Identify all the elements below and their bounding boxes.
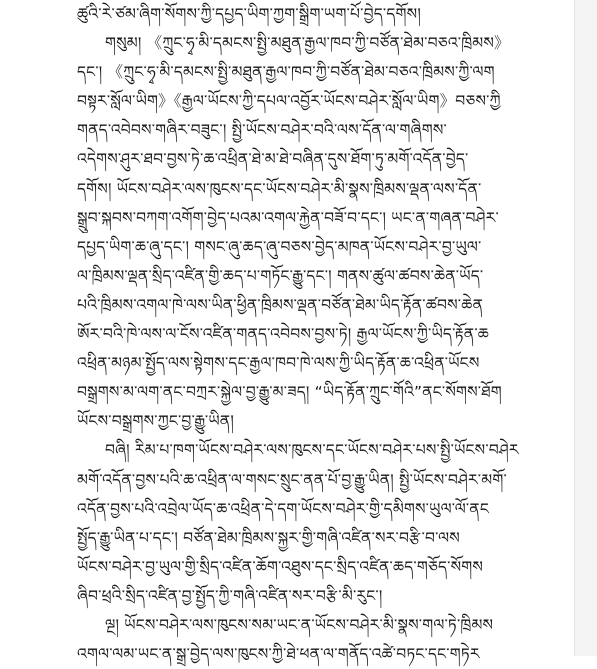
text-line: འགལ་ལམ་ཡང་ན་སྒྲ་བྱེད་ལས་ཁུངས་ཀྱི་ཐེ་ཕན་ལ་གནོད་འཚེ་བཏང་དང་གཏེར bbox=[77, 645, 480, 664]
text-line: ཡོངས་བཤེར་བྱ་ཡུལ་གྱི་སྲིད་འཛིན་ཆོག་འཐུས་དང་སྲིད་འཛིན་ཆད་གཅོད་སོགས bbox=[77, 557, 484, 576]
text-line: དཔྱད་ཡིག་ཆ་ཞུ་དང་། གསང་ཞུ་ཆད་ཞུ་བཅས་བྱེད་མཁན་ཡོངས་བཤེར་བྱ་ཡུལ་ bbox=[77, 237, 482, 256]
text-line: གནད་འབེབས་གཞིར་བཟུང་། སྤྱི་ཡོངས་བཤེར་བའི་ལས་དོན་ལ་གཞིགས་ bbox=[77, 121, 447, 140]
text-line: བཞི། རིམ་པ་ཁག་ཡོངས་བཤེར་ལས་ཁུངས་དང་ཡོངས་བཤེར་པས་སྤྱི་ཡོངས་བཤེར bbox=[105, 441, 519, 460]
text-line: ལ་ཁྲིམས་ལྡན་སྲིད་འཛིན་གྱི་ཆད་པ་གཏོང་རྒྱུ་དང་། གནས་ཚུལ་ཚབས་ཆེན་ཡོད་ bbox=[77, 266, 484, 285]
document-body bbox=[77, 0, 529, 669]
text-line: དང་། 《ཀྲུང་ཧྭ་མི་དམངས་སྤྱི་མཐུན་རྒྱལ་ཁབ་ཀྱི་བཙོན་ཐེམ་བཅའ་ཁྲིམས་ཀྱི་ལག bbox=[77, 63, 495, 82]
text-line: བསྒྲགས་མ་ལག་ནང་བཀྲར་སྐྱེལ་བྱ་རྒྱུ་མ་ཟད། “ཡིད་རྟོན་ཀྲུང་གོའི”ནང་སོགས་ཐོག bbox=[77, 383, 502, 402]
text-line: གསུམ། 《ཀྲུང་ཧྭ་མི་དམངས་སྤྱི་མཐུན་རྒྱལ་ཁབ་ཀྱི་བཙོན་ཐེམ་བཅའ་ཁྲིམས》 bbox=[105, 34, 510, 53]
text-line: སྒྲུབ་སྐབས་བཀག་འགོག་བྱེད་པའམ་འགལ་རྐྱེན་བཟོ་བ་དང་། ཡང་ན་གཞན་བཤེར་ bbox=[77, 208, 499, 227]
text-line: འདོན་བྱས་པའི་འབྲེལ་ཡོད་ཆ་འཕྲིན་དེ་དག་ཡོངས་བཤེར་གྱི་དམིགས་ཡུལ་ལོ་ནང bbox=[77, 499, 489, 518]
text-line: ཞིབ་ཕྲའི་སྲིད་འཛིན་བྱ་སྤྱོད་ཀྱི་གཞི་འཛིན་སར་བརྩི་མི་རུང་། bbox=[77, 586, 383, 605]
text-line: མགོ་འདོན་བྱས་པའི་ཆ་འཕྲིན་ལ་གསང་སྲུང་ནན་པོ་བྱ་རྒྱུ་ཡིན། སྤྱི་ཡོངས་བཤེར་མགོ་ bbox=[77, 470, 507, 489]
text-line: འཕྲིན་མཉམ་སྤྱོད་ལས་སྟེགས་དང་རྒྱལ་ཁབ་ཁེ་ལས་ཀྱི་ཡིད་རྟོན་ཆ་འཕྲིན་ཡོངས bbox=[77, 354, 480, 373]
text-line: ཚུའི་རེ་ཙམ་ཞིག་སོགས་ཀྱི་དཔྱད་ཡིག་ཀྱག་སྒྲིག་ཡག་པོ་བྱེད་དགོས། bbox=[77, 5, 421, 23]
text-line: སྤྱོད་རྒྱུ་ཡིན་པ་དང་། བཙོན་ཐེམ་ཁྲིམས་སྐྱར་གྱི་གཞི་འཛིན་སར་བརྩི་བ་ལས bbox=[77, 528, 460, 547]
text-line: དགོས། ཡོངས་བཤེར་ལས་ཁུངས་དང་ཡོངས་བཤེར་མི་སྣས་ཁྲིམས་ལྡན་ལས་དོན་ bbox=[77, 179, 482, 198]
text-line: ཨོར་བའི་ཁེ་ལས་ལ་ངོས་འཛིན་གནད་འབེབས་བྱས་ཏེ། རྒྱལ་ཡོངས་ཀྱི་ཡིད་རྟོན་ཆ bbox=[77, 325, 490, 344]
text-line: ཡོངས་བསྒྲགས་ཀྱང་བྱ་རྒྱུ་ཡིན། bbox=[77, 412, 234, 431]
text-line: འདེགས་ཤུར་ཐབ་བྱས་ཏེ་ཆ་འཕྲིན་ཐེ་མ་ཐེ་བཞིན་དུས་ཐོག་ཏུ་མགོ་འདོན་བྱེད་ bbox=[77, 150, 469, 169]
text-line: བསྟར་སློལ་ཡིག》《རྒྱལ་ཡོངས་ཀྱི་དཔལ་འབྱོར་ཡོངས་བཤེར་སློལ་ཡིག》བཅས་ཀྱི bbox=[77, 92, 501, 111]
scrollbar-track[interactable] bbox=[574, 0, 597, 656]
text-line: པའི་ཁྲིམས་འགལ་ཁེ་ལས་ཡིན་ཕྱིན་ཁྲིམས་ལྡན་བཙོན་ཐེམ་ཡིད་རྟོན་ཚབས་ཆེན bbox=[77, 295, 484, 314]
text-line: ལྔ། ཡོངས་བཤེར་ལས་ཁུངས་སམ་ཡང་ན་ཡོངས་བཤེར་མི་སྣས་གལ་ཏེ་ཁྲིམས bbox=[105, 615, 494, 634]
